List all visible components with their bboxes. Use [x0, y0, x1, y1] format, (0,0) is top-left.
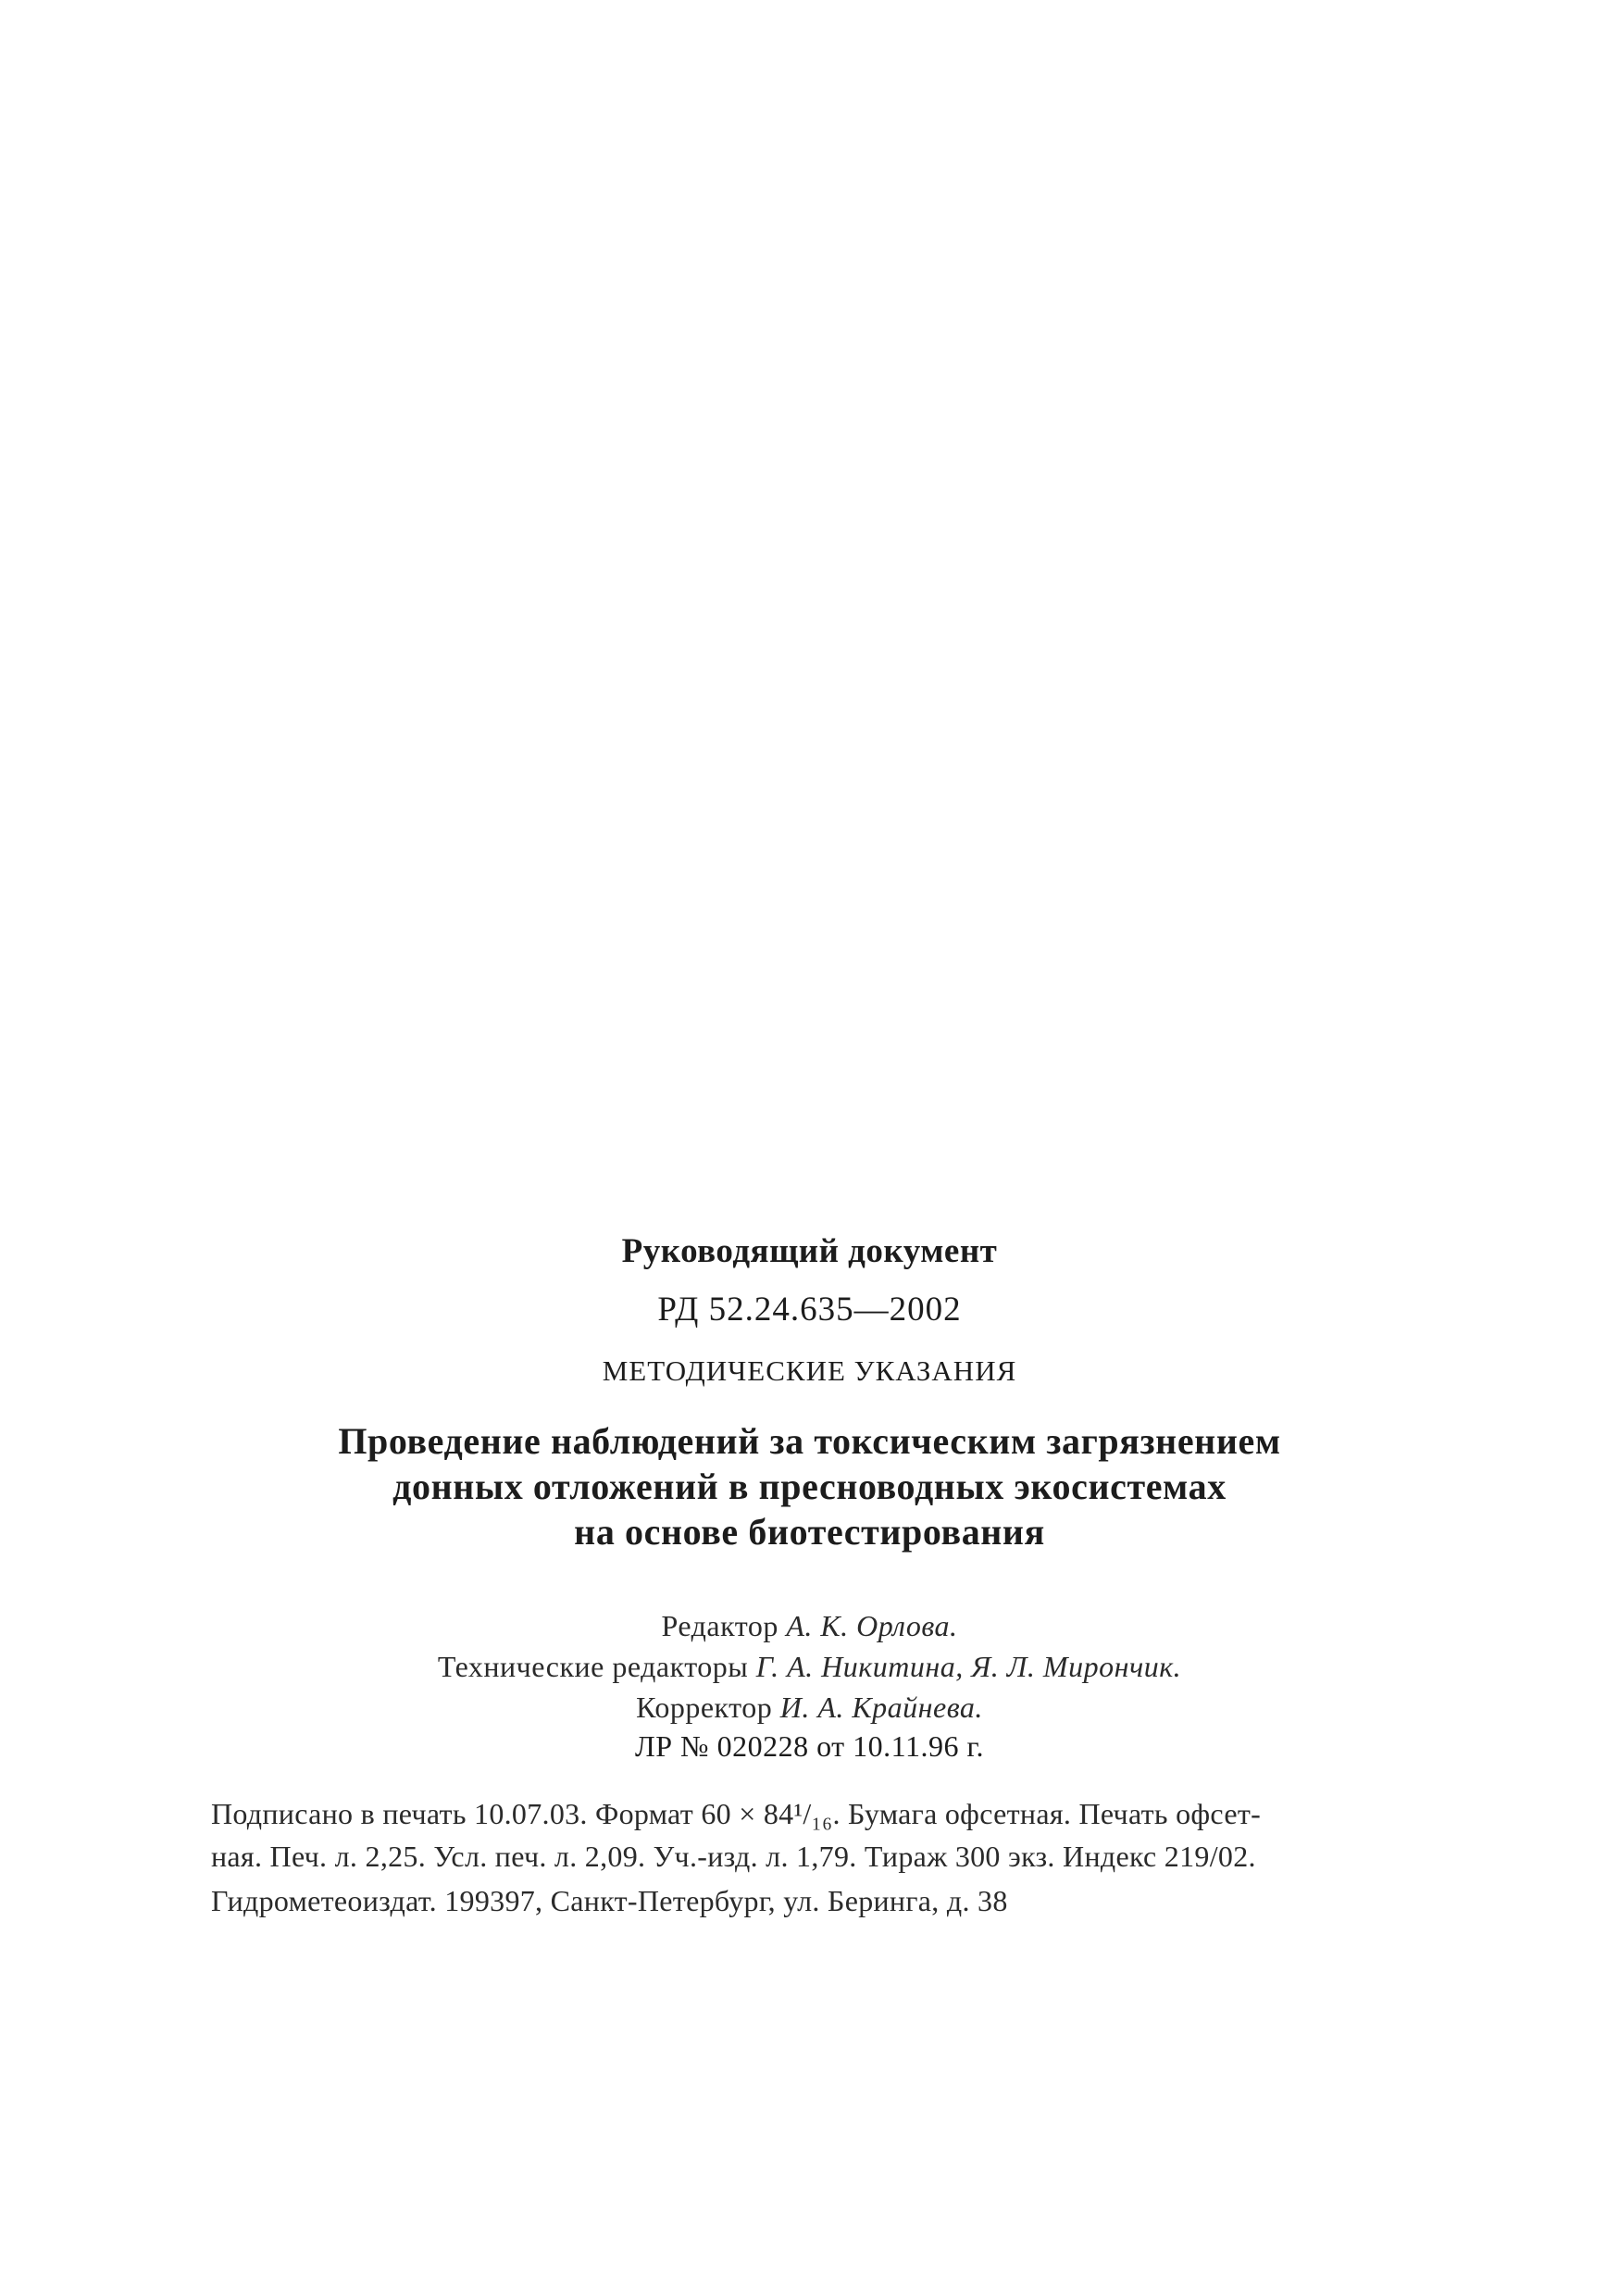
- document-kind: МЕТОДИЧЕСКИЕ УКАЗАНИЯ: [602, 1354, 1017, 1387]
- publisher-info: Гидрометеоиздат. 199397, Санкт-Петербург, ул. Беринга, д. 38: [211, 1884, 1008, 1917]
- license-number: ЛР № 020228 от 10.11.96 г.: [635, 1729, 984, 1763]
- print-info-line: Подписано в печать 10.07.03. Формат 60 × 84¹/₁₆. Бумага офсетная. Печать офсет-: [211, 1797, 1262, 1830]
- title-line: на основе биотестирования: [574, 1511, 1045, 1553]
- tech-editors-role: Технические редакторы: [437, 1650, 749, 1683]
- document-number: РД 52.24.635—2002: [657, 1291, 962, 1329]
- document-type: Руководящий документ: [621, 1232, 998, 1270]
- title-line: донных отложений в пресноводных экосистемах: [392, 1466, 1227, 1507]
- title-line: Проведение наблюдений за токсическим загрязнением: [338, 1420, 1281, 1462]
- tech-editors-names: Г. А. Никитина, Я. Л. Мирончик.: [755, 1650, 1182, 1683]
- print-info-line: ная. Печ. л. 2,25. Усл. печ. л. 2,09. Уч.-изд. л. 1,79. Тираж 300 экз. Индекс 219/02.: [211, 1840, 1256, 1873]
- document-title: [0, 1418, 1619, 1554]
- editor-role: Редактор: [661, 1609, 778, 1642]
- credits-block: [0, 1605, 1619, 1728]
- editor-credit: [0, 1605, 1619, 1646]
- corrector-credit: [0, 1687, 1619, 1728]
- print-info: [211, 1792, 1426, 1878]
- tech-editors-credit: [0, 1646, 1619, 1687]
- corrector-name: И. А. Крайнева.: [779, 1691, 983, 1724]
- corrector-role: Корректор: [636, 1691, 773, 1724]
- editor-name: А. К. Орлова.: [786, 1609, 958, 1642]
